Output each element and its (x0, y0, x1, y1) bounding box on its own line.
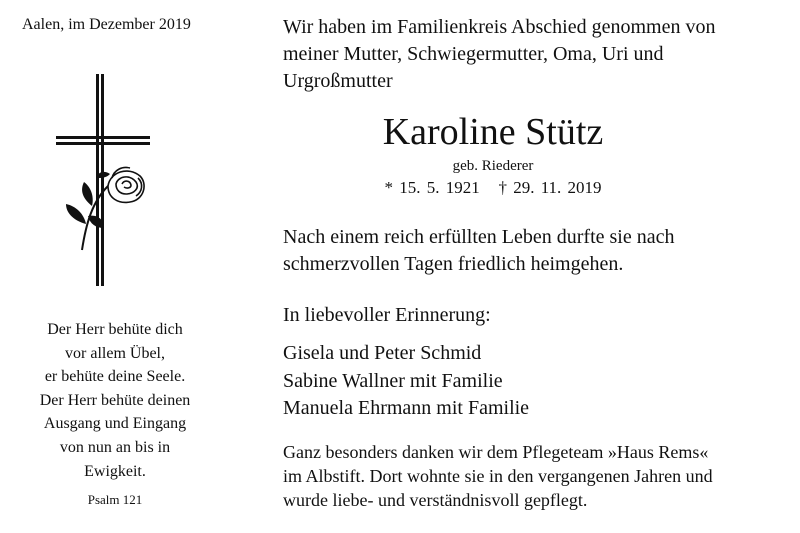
intro-line: Wir haben im Familienkreis Abschied genommen von (283, 16, 716, 38)
verse-line: Der Herr behüte deinen (39, 391, 191, 409)
verse-line: von nun an bis in (59, 438, 171, 456)
mourners-list (283, 340, 529, 423)
thanks-line: Ganz besonders danken wir dem Pflegeteam »Haus Rems« (283, 442, 709, 462)
mourner-entry: Manuela Ehrmann mit Familie (283, 397, 530, 419)
mourner-entry: Gisela und Peter Schmid (283, 342, 482, 364)
verse-line: Ewigkeit. (84, 462, 146, 480)
verse-line: vor allem Übel, (65, 344, 165, 362)
mourner-entry: Sabine Wallner mit Familie (283, 369, 503, 392)
psalm-verse (12, 318, 218, 483)
deceased-name: Karoline Stütz (382, 111, 604, 153)
cross-with-rose-icon (52, 74, 162, 289)
thanks-line: wurde liebe- und verständnisvoll gepflegt. (283, 490, 588, 510)
life-dates: * 15. 5. 1921 † 29. 11. 2019 (384, 178, 602, 197)
intro-text (283, 14, 715, 95)
verse-line: er behüte deine Seele. (44, 368, 186, 386)
farewell-line: Nach einem reich erfüllten Leben durfte sie nach (283, 226, 675, 248)
place-date: Aalen, im Dezember 2019 (22, 16, 191, 33)
memory-label: In liebevoller Erinnerung: (283, 304, 491, 326)
psalm-reference: Psalm 121 (87, 492, 143, 507)
verse-line: Der Herr behüte dich (47, 321, 183, 338)
farewell-text (283, 224, 674, 278)
thanks-line: im Albstift. Dort wohnte sie in den vergangenen Jahren und (283, 466, 713, 486)
birth-name: geb. Riederer (452, 158, 534, 174)
thanks-text (283, 440, 713, 512)
intro-line: meiner Mutter, Schwiegermutter, Oma, Uri und (283, 43, 664, 65)
farewell-line: schmerzvollen Tagen friedlich heimgehen. (283, 253, 624, 275)
verse-line: Ausgang und Eingang (43, 415, 187, 433)
intro-line: Urgroßmutter (283, 70, 393, 92)
